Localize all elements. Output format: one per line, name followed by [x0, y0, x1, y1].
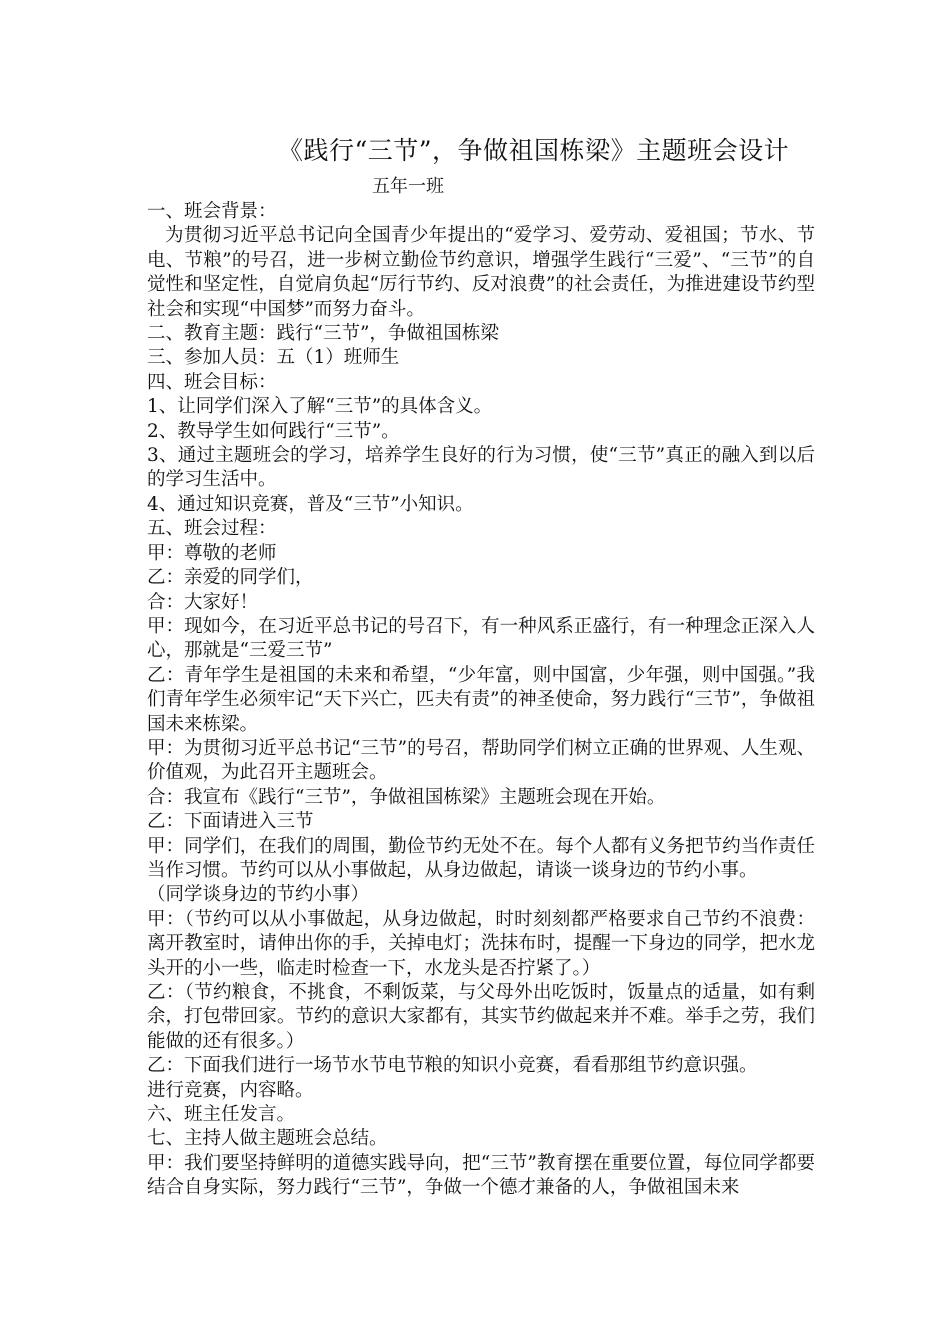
section-heading-process: 五、班会过程：	[147, 518, 277, 540]
dialogue-line: 甲：我们要坚持鲜明的道德实践导向，把“三节”教育摆在重要位置，每位同学都要结合自身实际，努力践行“三节”，争做一个德才兼备的人，争做祖国未来	[147, 1152, 815, 1199]
goal-item: 2、教导学生如何践行“三节”。	[147, 420, 400, 442]
stage-direction: （同学谈身边的节约小事）	[147, 884, 370, 906]
section-heading-participants: 三、参加人员：五（1）班师生	[147, 347, 400, 369]
section-heading-background: 一、班会背景：	[147, 201, 277, 222]
document-title: 《践行“三节”，争做祖国栋梁》主题班会设计	[278, 136, 790, 165]
dialogue-line: 乙：亲爱的同学们，	[147, 567, 314, 589]
section-heading-summary: 七、主持人做主题班会总结。	[147, 1128, 388, 1150]
dialogue-line: 甲：同学们，在我们的周围，勤俭节约无处不在。每个人都有义务把节约当作责任当作习惯。节约可以从小事做起，从身边做起，请谈一谈身边的节约小事。	[147, 835, 815, 881]
class-name: 五年一班	[372, 176, 444, 197]
dialogue-line: 乙：青年学生是祖国的未来和希望，“少年富，则中国富，少年强，则中国强。”我们青年学生必须牢记“天下兴亡，匹夫有责”的神圣使命，努力践行“三节”，争做祖国未来栋梁。	[147, 664, 815, 735]
goal-item: 3、通过主题班会的学习，培养学生良好的行为习惯，使“三节”真正的融入到以后的学习生活中。	[147, 445, 815, 491]
dialogue-line: 乙：下面请进入三节	[147, 811, 314, 833]
dialogue-line: 甲：尊敬的老师	[147, 542, 277, 564]
dialogue-line: 乙：下面我们进行一场节水节电节粮的知识小竞赛，看看那组节约意识强。	[147, 1055, 758, 1077]
plain-line: 进行竞赛，内容略。	[147, 1079, 314, 1101]
document-body	[147, 200, 815, 1201]
dialogue-line: 甲：现如今，在习近平总书记的号召下，有一种风系正盛行，有一种理念正深入人心，那就是“三爱三节”	[147, 615, 815, 662]
dialogue-line: 乙：（节约粮食，不挑食，不剩饭菜，与父母外出吃饭时，饭量点的适量，如有剩余，打包带回家。节约的意识大家都有，其实节约做起来并不难。举手之劳，我们能做的还有很多。）	[147, 982, 815, 1052]
paragraph-background: 为贯彻习近平总书记向全国青少年提出的“爱学习、爱劳动、爱祖国；节水、节电、节粮”的号召，进一步树立勤俭节约意识，增强学生践行“三爱”、“三节”的自觉性和坚定性，自觉肩负起“厉行节约、反对浪费”的社会责任，为推进建设节约型社会和实现“中国梦”而努力奋斗。	[147, 225, 815, 320]
dialogue-line: 合：大家好！	[147, 591, 259, 613]
dialogue-line: 甲：（节约可以从小事做起，从身边做起，时时刻刻都严格要求自己节约不浪费：离开教室时，请伸出你的手，关掉电灯；洗抹布时，提醒一下身边的同学，把水龙头开的小一些，临走时检查一下，水龙头是否拧紧了。）	[147, 908, 815, 979]
dialogue-line: 合：我宣布《践行“三节”，争做祖国栋梁》主题班会现在开始。	[147, 786, 666, 808]
section-heading-goals: 四、班会目标：	[147, 371, 277, 393]
goal-item: 4、通过知识竞赛，普及“三节”小知识。	[147, 493, 474, 515]
section-heading-teacher-speech: 六、班主任发言。	[147, 1104, 296, 1126]
dialogue-line: 甲：为贯彻习近平总书记“三节”的号召，帮助同学们树立正确的世界观、人生观、价值观，为此召开主题班会。	[147, 737, 815, 784]
section-heading-theme: 二、教育主题：践行“三节”，争做祖国栋梁	[147, 323, 499, 345]
goal-item: 1、让同学们深入了解“三节”的具体含义。	[147, 396, 493, 418]
